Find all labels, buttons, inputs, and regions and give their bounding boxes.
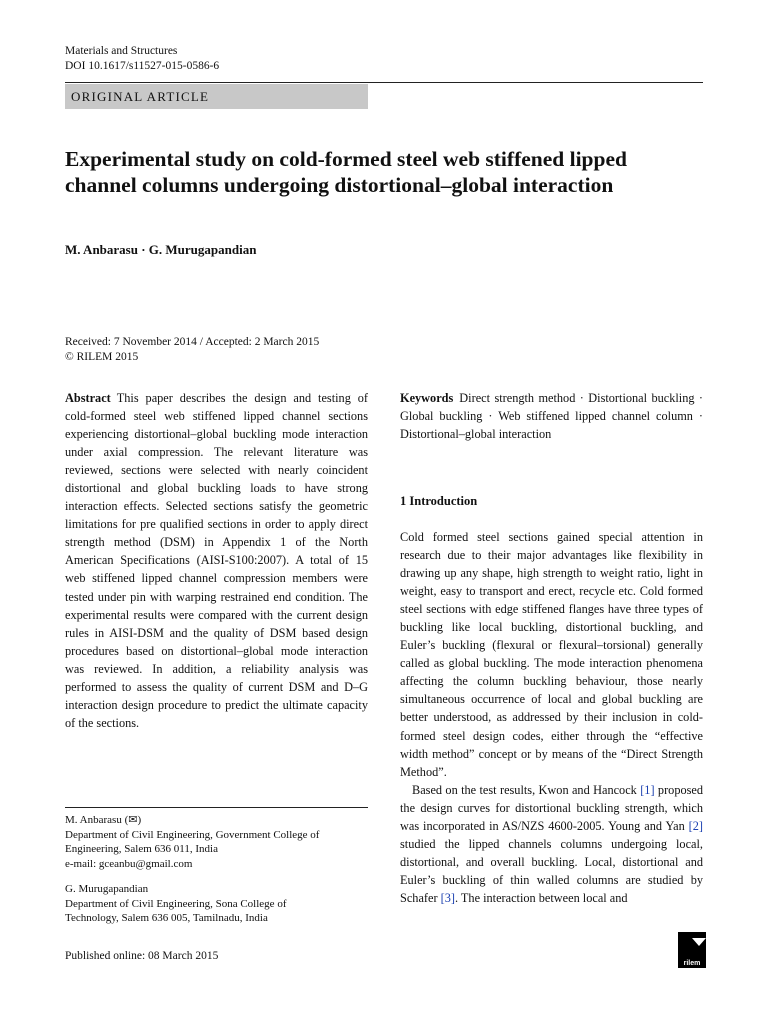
affiliation-2 — [65, 882, 368, 926]
keywords-heading: Keywords — [400, 391, 454, 405]
journal-header — [65, 44, 219, 74]
received-accepted: Received: 7 November 2014 / Accepted: 2 March 2015 — [65, 336, 320, 348]
abstract-heading: Abstract — [65, 391, 111, 405]
intro-p2-text-a: Based on the test results, Kwon and Hancock — [412, 782, 641, 797]
footnote-rule — [65, 807, 368, 808]
citation-link-3[interactable]: [3] — [440, 890, 455, 905]
affiliation-1-line2: Engineering, Salem 636 011, India — [65, 843, 218, 855]
affiliation-1-name: M. Anbarasu (✉) — [65, 814, 142, 826]
abstract-paragraph — [65, 389, 368, 732]
section-heading-introduction: 1 Introduction — [400, 494, 478, 508]
logo-text: rilem — [683, 960, 701, 967]
rilem-logo — [678, 932, 706, 968]
affiliation-1-line1: Department of Civil Engineering, Government College of — [65, 828, 320, 841]
affiliation-2-line2: Technology, Salem 636 005, Tamilnadu, India — [65, 912, 268, 924]
introduction-body — [400, 528, 703, 907]
author-list: M. Anbarasu · G. Murugapandian — [65, 242, 257, 257]
intro-paragraph-1: Cold formed steel sections gained special attention in research due to their major advantages like flexibility in drawing up any shape, high strength to weight ratio, light in weight, easy to transport and erect, recycle etc. Cold formed steel sections with edge stiffened flanges have three types of buckling like local buckling, distortional buckling, and Euler’s buckling (flexural or flexural–torsional) generally called as global buckling. The mode interaction phenomena affecting the column buckling behaviour, those nearly simultaneous occurrence of local and global buckling are better understood, as addressed by their inclusion in cold-formed steel design codes, either through the “effective width method” concept or by means of the “Direct Strength Method”. — [400, 530, 703, 779]
affiliation-1 — [65, 813, 368, 871]
abstract-text: This paper describes the design and testing of cold-formed steel web stiffened lipped channel sections experiencing distortional–global buckling mode interaction under axial compression. The relevant literature was reviewed, sections were selected with nearly coincident distortional and global buckling loads to have strong interaction effects. Selected sections satisfy the geometric limitations for pre qualified sections in order to apply direct strength method (DSM) in Appendix 1 of the North American Specifications (AISI-S100:2007). A total of 15 web stiffened lipped channel compression members were tested under pin with warping restrained end condition. The experimental results were compared with the current design rules in AISI-DSM and the quality of DSM based design procedures based on distortional–global mode interaction was reviewed. In addition, a reliability analysis was performed to assess the quality of current DSM and D–G interaction design procedure to predict the ultimate capacity of the sections. — [65, 391, 368, 730]
published-online: Published online: 08 March 2015 — [65, 950, 219, 962]
journal-name: Materials and Structures — [65, 45, 178, 57]
intro-p2-text-b: proposed the design curves for distortional buckling strength, which was incorporated in AS/NZS 4600-2005. Young and Yan — [400, 782, 704, 833]
journal-doi[interactable]: DOI 10.1617/s11527-015-0586-6 — [65, 60, 220, 72]
abstract-block — [65, 389, 368, 732]
citation-link-2[interactable]: [2] — [688, 818, 703, 833]
intro-p2-text-c: studied the lipped channels columns undergoing local, distortional, and overall buckling. Local, distortional and Euler’s buckling of thin walled columns are studied by Schafer — [400, 836, 703, 905]
keywords-block — [400, 389, 703, 443]
logo-arrow-icon — [692, 938, 706, 946]
affiliation-2-line1: Department of Civil Engineering, Sona College of — [65, 897, 287, 910]
article-type-banner: ORIGINAL ARTICLE — [65, 84, 368, 109]
dates-block — [65, 335, 319, 365]
intro-p2-text-d: . The interaction between local and — [454, 890, 628, 905]
citation-link-1[interactable]: [1] — [640, 782, 655, 797]
keywords-text: Direct strength method · Distortional buckling · Global buckling · Web stiffened lipped channel column · Distortional–global interaction — [400, 391, 703, 442]
intro-paragraph-2 — [400, 781, 703, 907]
copyright: © RILEM 2015 — [65, 351, 139, 363]
affiliation-2-name: G. Murugapandian — [65, 883, 149, 895]
paper-title: Experimental study on cold-formed steel web stiffened lipped channel columns undergoing distortional–global interaction — [65, 147, 627, 197]
header-rule — [65, 82, 703, 83]
affiliation-1-email[interactable]: e-mail: gceanbu@gmail.com — [65, 857, 193, 870]
keywords-paragraph — [400, 389, 703, 443]
